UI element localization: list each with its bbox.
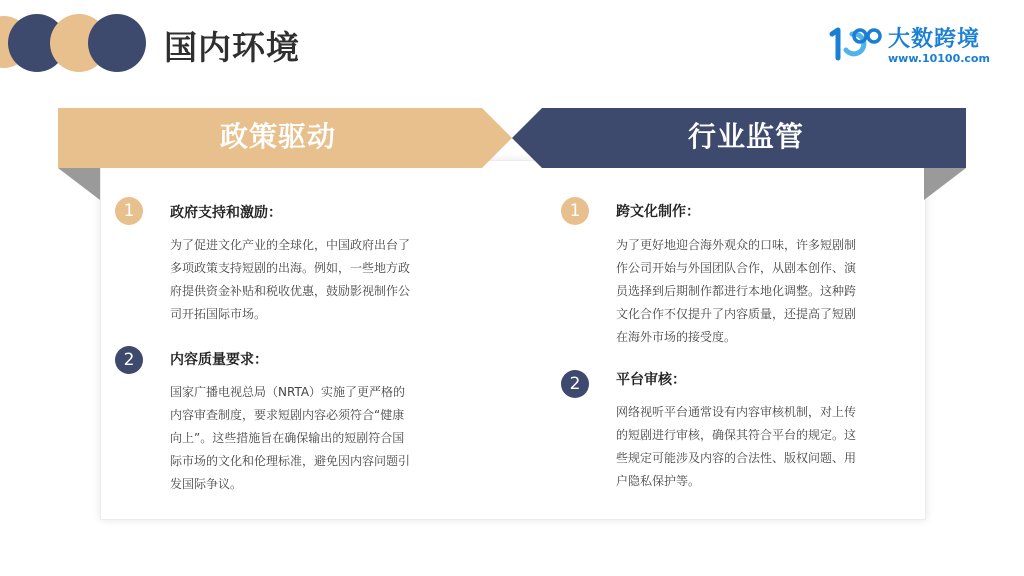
body-line: 府提供资金补贴和税收优惠，鼓励影视制作公 bbox=[170, 284, 411, 298]
body-line: 在海外市场的接受度。 bbox=[616, 330, 737, 344]
left-item-1-title: 政府支持和激励： bbox=[170, 205, 282, 221]
left-item-2-title: 内容质量要求： bbox=[170, 352, 268, 368]
right-item-1-number-badge: 1 bbox=[561, 197, 589, 225]
logo-url: www.10100.com bbox=[888, 52, 990, 65]
right-item-2-number-badge: 2 bbox=[561, 370, 589, 398]
body-line: 作公司开始与外国团队合作，从剧本创作、演 bbox=[616, 261, 857, 275]
body-line: 文化合作不仅提升了内容质量，还提高了短剧 bbox=[616, 307, 857, 321]
right-banner-heading: 行业监管 bbox=[687, 120, 804, 153]
body-line: 的短剧进行审核，确保其符合平台的规定。这 bbox=[616, 428, 857, 442]
body-line: 户隐私保护等。 bbox=[616, 474, 701, 488]
left-banner-fold bbox=[58, 168, 100, 200]
left-item-1-body bbox=[170, 234, 438, 326]
logo-name: 大数跨境 bbox=[888, 27, 981, 52]
right-banner-fold bbox=[924, 168, 966, 200]
body-line: 向上”。这些措施旨在确保输出的短剧符合国 bbox=[170, 431, 405, 445]
body-line: 际市场的文化和伦理标准，避免因内容问题引 bbox=[170, 454, 411, 468]
body-line: 司开拓国际市场。 bbox=[170, 307, 267, 321]
body-line: 多项政策支持短剧的出海。例如，一些地方政 bbox=[170, 261, 411, 275]
right-item-1-title: 跨文化制作： bbox=[616, 204, 700, 220]
left-banner-heading: 政策驱动 bbox=[219, 120, 336, 153]
body-line: 员选择到后期制作都进行本地化调整。这种跨 bbox=[616, 284, 857, 298]
left-item-2-number-badge: 2 bbox=[115, 346, 143, 374]
body-line: 发国际争议。 bbox=[170, 477, 243, 491]
body-line: 为了更好地迎合海外观众的口味，许多短剧制 bbox=[616, 238, 857, 252]
body-line: 网络视听平台通常设有内容审核机制，对上传 bbox=[616, 405, 857, 419]
left-item-2-body bbox=[170, 381, 438, 496]
body-line: 为了促进文化产业的全球化，中国政府出台了 bbox=[170, 238, 411, 252]
left-item-1-number-badge: 1 bbox=[115, 197, 143, 225]
right-item-1-body bbox=[616, 234, 884, 349]
body-line: 国家广播电视总局（NRTA）实施了更严格的 bbox=[170, 385, 406, 399]
right-item-2-title: 平台审核： bbox=[616, 372, 686, 388]
right-item-2-body bbox=[616, 401, 884, 493]
body-line: 内容审查制度，要求短剧内容必须符合“健康 bbox=[170, 408, 405, 422]
page-title: 国内环境 bbox=[164, 28, 300, 67]
body-line: 些规定可能涉及内容的合法性、版权问题、用 bbox=[616, 451, 857, 465]
